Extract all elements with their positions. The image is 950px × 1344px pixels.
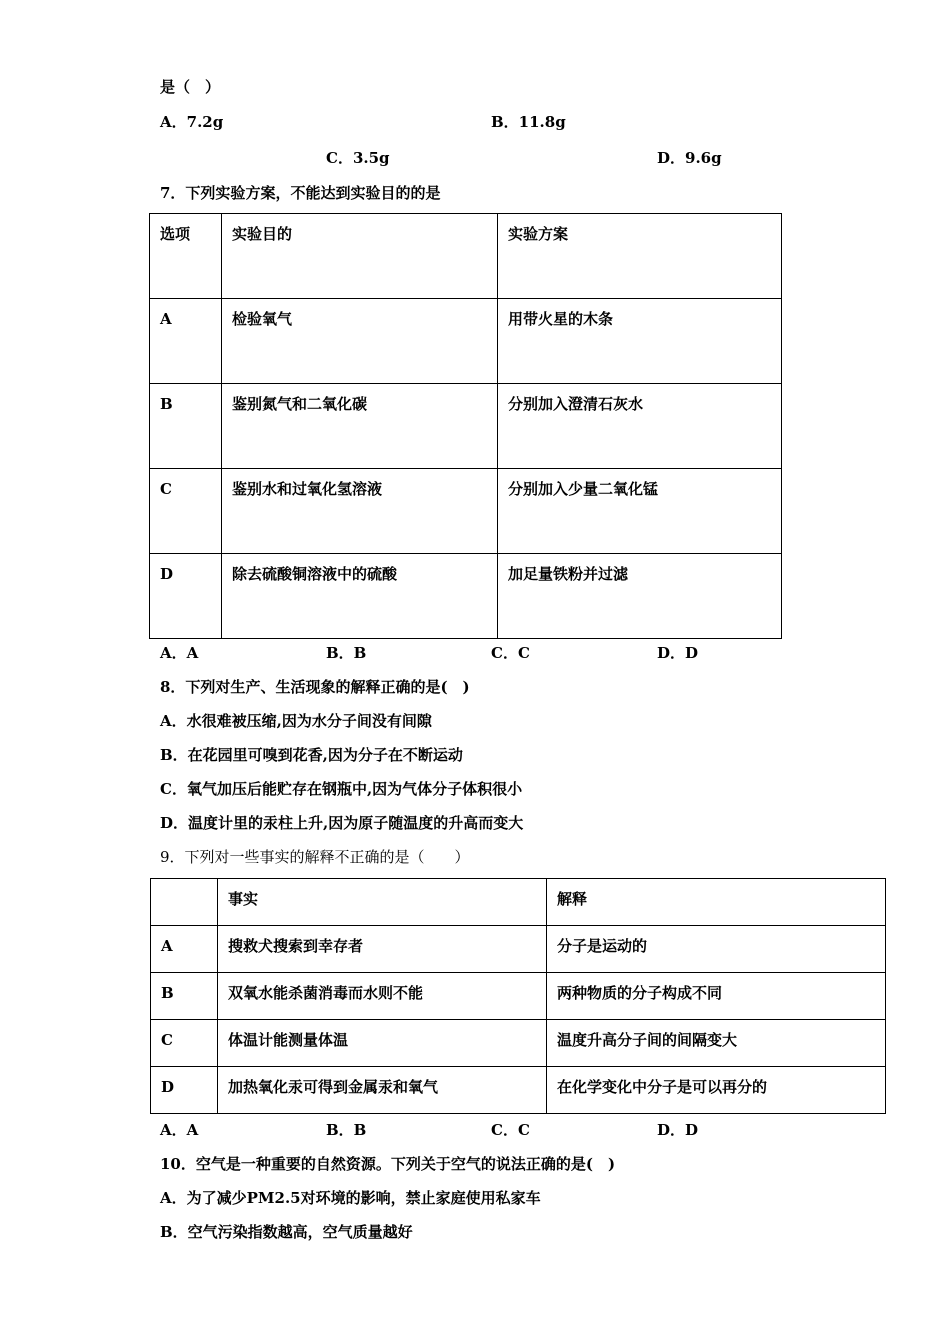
table-cell: 鉴别氮气和二氧化碳 [222, 384, 498, 469]
q8-option-b: B．在花园里可嗅到花香,因为分子在不断运动 [160, 746, 463, 764]
q7-stem: 7．下列实验方案，不能达到实验目的的是 [160, 184, 441, 202]
q7-option-d: D．D [657, 644, 699, 662]
table-cell: A [150, 299, 222, 384]
q9-option-c: C．C [491, 1121, 530, 1139]
table-header-cell: 事实 [218, 879, 547, 926]
table-row [150, 554, 782, 639]
table-cell: 除去硫酸铜溶液中的硫酸 [222, 554, 498, 639]
q6-option-c: C．3.5g [326, 149, 390, 167]
table-row [150, 299, 782, 384]
q9-option-d: D．D [657, 1121, 699, 1139]
table-header-row [150, 214, 782, 299]
q9-table [150, 878, 886, 1114]
table-cell: 分子是运动的 [547, 926, 886, 973]
table-cell: 加足量铁粉并过滤 [498, 554, 782, 639]
q9-option-b: B．B [326, 1121, 367, 1139]
q9-stem: 9．下列对一些事实的解释不正确的是（ ） [160, 848, 470, 866]
q7-table [149, 213, 782, 639]
table-header-cell: 选项 [150, 214, 222, 299]
table-cell: 搜救犬搜索到幸存者 [218, 926, 547, 973]
table-row [151, 1020, 886, 1067]
table-cell: 在化学变化中分子是可以再分的 [547, 1067, 886, 1114]
q8-option-d: D．温度计里的汞柱上升,因为原子随温度的升高而变大 [160, 814, 524, 832]
table-cell: C [151, 1020, 218, 1067]
q9-option-a: A．A [160, 1121, 199, 1139]
table-row [150, 469, 782, 554]
table-row [150, 384, 782, 469]
q8-option-c: C．氧气加压后能贮存在钢瓶中,因为气体分子体积很小 [160, 780, 523, 798]
table-cell: A [151, 926, 218, 973]
table-row [151, 973, 886, 1020]
table-cell: 加热氧化汞可得到金属汞和氧气 [218, 1067, 547, 1114]
table-cell: 体温计能测量体温 [218, 1020, 547, 1067]
table-row [151, 926, 886, 973]
table-cell: 用带火星的木条 [498, 299, 782, 384]
q6-stem-tail: 是（ ） [160, 78, 221, 96]
table-header-cell [151, 879, 218, 926]
q10-option-a: A．为了减少PM2.5对环境的影响，禁止家庭使用私家车 [160, 1189, 541, 1207]
table-row [151, 1067, 886, 1114]
q6-option-b: B．11.8g [491, 113, 566, 131]
table-header-row [151, 879, 886, 926]
q8-option-a: A．水很难被压缩,因为水分子间没有间隙 [160, 712, 432, 730]
table-cell: 温度升高分子间的间隔变大 [547, 1020, 886, 1067]
q6-option-a: A．7.2g [160, 113, 224, 131]
table-cell: 检验氧气 [222, 299, 498, 384]
table-header-cell: 实验目的 [222, 214, 498, 299]
table-cell: D [151, 1067, 218, 1114]
q8-stem: 8．下列对生产、生活现象的解释正确的是( ) [160, 678, 470, 696]
q7-option-c: C．C [491, 644, 530, 662]
table-cell: 双氧水能杀菌消毒而水则不能 [218, 973, 547, 1020]
table-header-cell: 实验方案 [498, 214, 782, 299]
table-cell: D [150, 554, 222, 639]
q7-option-b: B．B [326, 644, 367, 662]
table-cell: B [151, 973, 218, 1020]
q7-option-a: A．A [160, 644, 199, 662]
table-cell: C [150, 469, 222, 554]
table-cell: 两种物质的分子构成不同 [547, 973, 886, 1020]
table-cell: B [150, 384, 222, 469]
table-cell: 分别加入澄清石灰水 [498, 384, 782, 469]
table-cell: 鉴别水和过氧化氢溶液 [222, 469, 498, 554]
q10-option-b: B．空气污染指数越高，空气质量越好 [160, 1223, 413, 1241]
table-cell: 分别加入少量二氧化锰 [498, 469, 782, 554]
q10-stem: 10．空气是一种重要的自然资源。下列关于空气的说法正确的是( ) [160, 1155, 616, 1173]
table-header-cell: 解释 [547, 879, 886, 926]
q6-option-d: D．9.6g [657, 149, 722, 167]
